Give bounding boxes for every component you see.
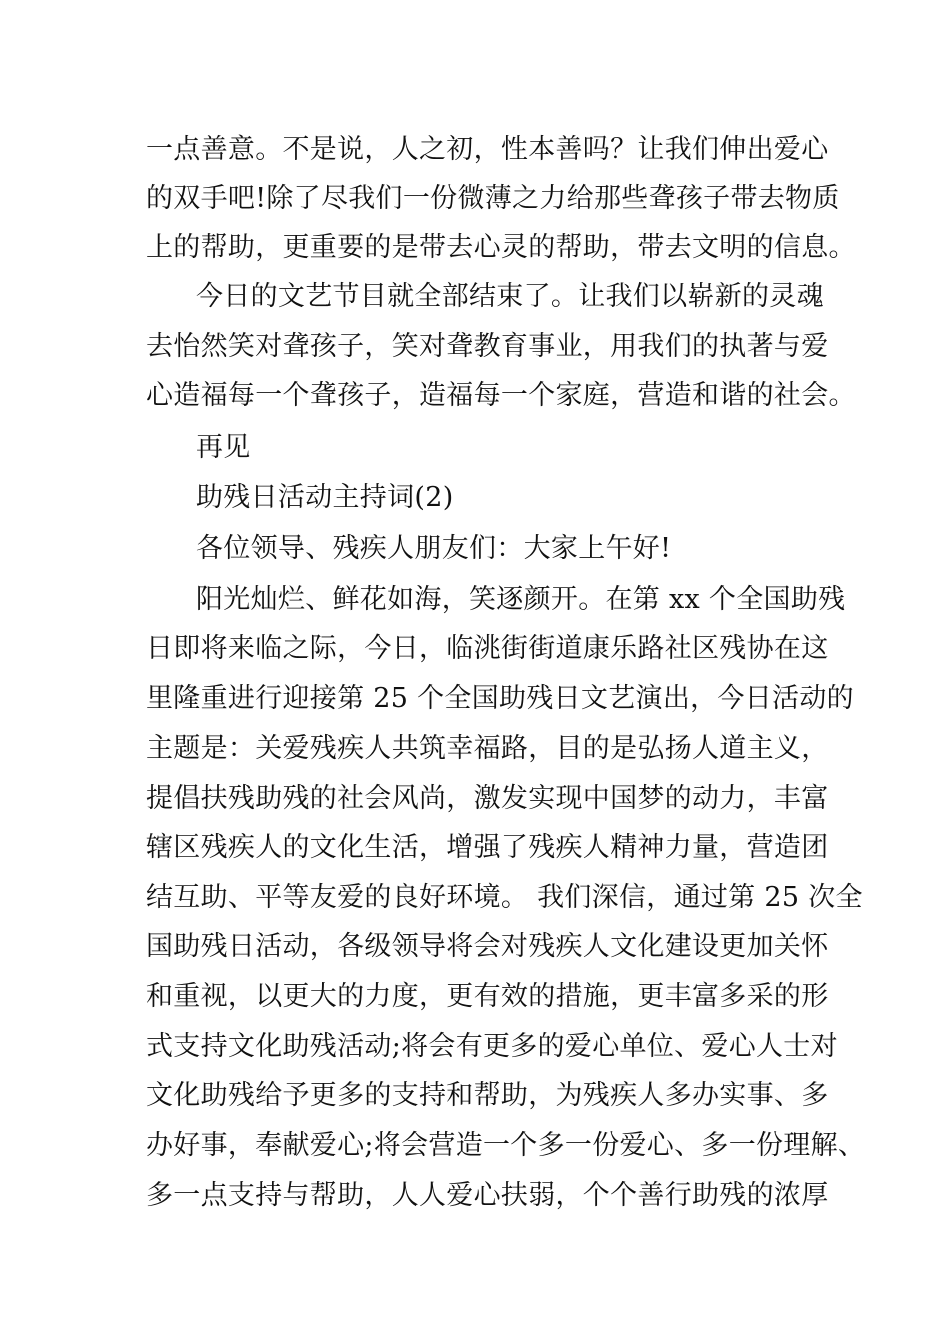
text-line: 辖区残疾人的文化生活，增强了残疾人精神力量，营造团: [146, 832, 829, 863]
text-line: 阳光灿烂、鲜花如海，笑逐颜开。在第 xx 个全国助残: [196, 584, 846, 615]
text-line: 上的帮助，更重要的是带去心灵的帮助，带去文明的信息。: [146, 232, 856, 263]
section-heading: 助残日活动主持词(2): [196, 482, 454, 513]
text-line: 提倡扶残助残的社会风尚，激发实现中国梦的动力，丰富: [146, 783, 829, 814]
text-line: 的双手吧!除了尽我们一份微薄之力给那些聋孩子带去物质: [146, 183, 840, 214]
text-line: 和重视，以更大的力度，更有效的措施，更丰富多采的形: [146, 981, 829, 1012]
text-line: 主题是：关爱残疾人共筑幸福路，目的是弘扬人道主义，: [146, 733, 829, 764]
text-line: 文化助残给予更多的支持和帮助，为残疾人多办实事、多: [146, 1080, 829, 1111]
text-line: 今日的文艺节目就全部结束了。让我们以崭新的灵魂: [196, 281, 824, 312]
greeting-line: 各位领导、残疾人朋友们：大家上午好!: [196, 533, 672, 564]
text-line: 办好事，奉献爱心;将会营造一个多一份爱心、多一份理解、: [146, 1130, 866, 1161]
text-line: 式支持文化助残活动;将会有更多的爱心单位、爱心人士对: [146, 1031, 838, 1062]
text-line: 里隆重进行迎接第 25 个全国助残日文艺演出，今日活动的: [146, 683, 854, 714]
text-line: 再见: [196, 432, 251, 463]
text-line: 日即将来临之际，今日，临洮街街道康乐路社区残协在这: [146, 633, 829, 664]
text-line: 结互助、平等友爱的良好环境。 我们深信，通过第 25 次全: [146, 882, 863, 913]
text-line: 国助残日活动，各级领导将会对残疾人文化建设更加关怀: [146, 931, 829, 962]
text-line: 多一点支持与帮助，人人爱心扶弱，个个善行助残的浓厚: [146, 1180, 829, 1211]
text-line: 去怡然笑对聋孩子，笑对聋教育事业，用我们的执著与爱: [146, 331, 829, 362]
text-line: 一点善意。不是说，人之初，性本善吗？让我们伸出爱心: [146, 134, 829, 165]
text-line: 心造福每一个聋孩子，造福每一个家庭，营造和谐的社会。: [146, 380, 856, 411]
